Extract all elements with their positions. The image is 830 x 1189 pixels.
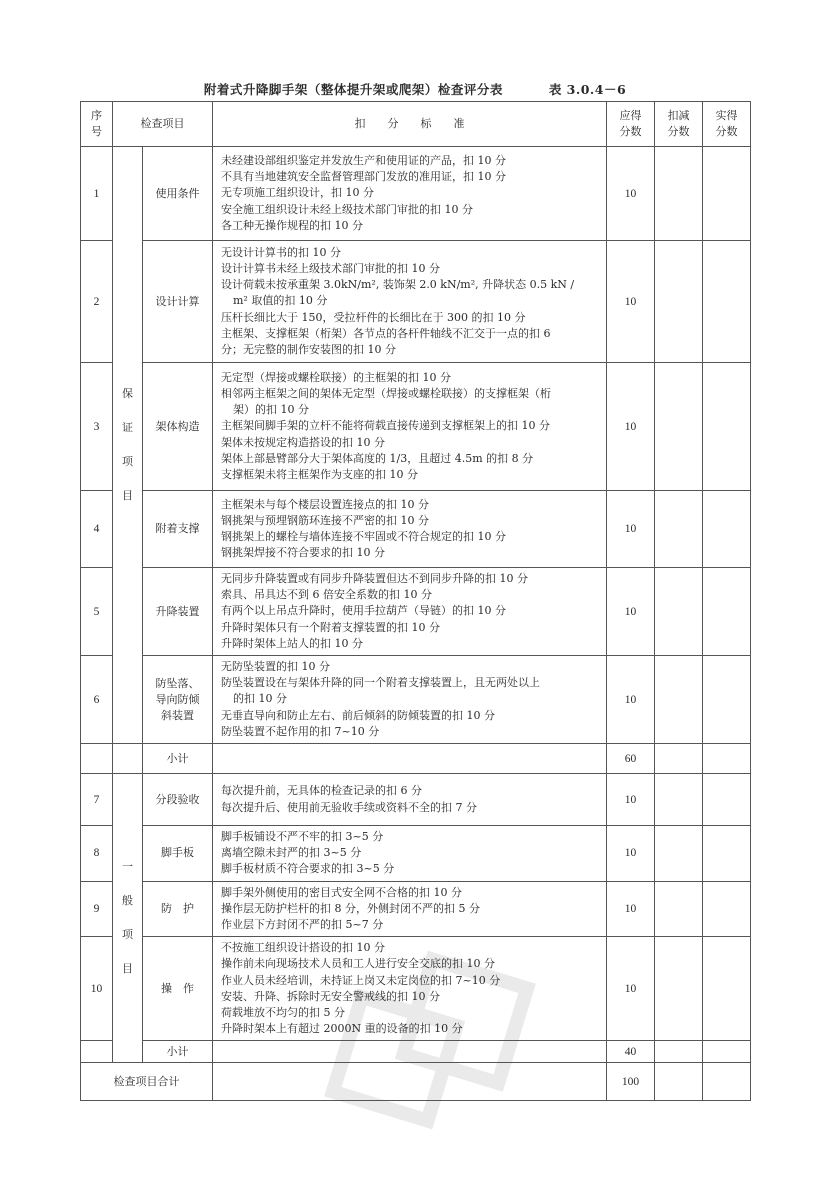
row-actual-score xyxy=(703,881,751,937)
row-deduct-score xyxy=(655,656,703,744)
header-seq: 序 号 xyxy=(81,102,113,147)
row-standard: 不按施工组织设计搭设的扣 10 分 操作前未向现场技术人员和工人进行安全交底的扣 10 分 作业人员未经培训，未持证上岗又未定岗位的扣 7~10 分 安装、升降、拆除时无安全警戒线的扣 10 分 荷载堆放不均匀的扣 5 分 升降时架本上有超过 2000N 重的设备的扣 10 分 xyxy=(213,937,607,1041)
row-no: 3 xyxy=(81,363,113,491)
row-standard: 无定型（焊接或螺栓联接）的主框架的扣 10 分 相邻两主框架之间的架体无定型（焊接或螺栓联接）的支撑框架（桁 架）的扣 10 分 主框架间脚手架的立杆不能将荷载直接传递到支撑框架上的扣 10 分 架体未按规定构造搭设的扣 10 分 架体上部悬臂部分大于架体高度的 1/3，且超过 4.5m 的扣 8 分 支撑框架未将主框架作为支座的扣 10 分 xyxy=(213,363,607,491)
row-standard: 主框架未与每个楼层设置连接点的扣 10 分 钢挑架与预埋钢筋环连接不严密的扣 10 分 钢挑架上的螺栓与墙体连接不牢固或不符合规定的扣 10 分 钢挑架焊接不符合要求的扣 10 分 xyxy=(213,491,607,568)
table-row xyxy=(81,881,751,937)
table-row xyxy=(81,656,751,744)
row-actual-score xyxy=(703,491,751,568)
table-number: 表 3.0.4－6 xyxy=(548,82,627,97)
row-deduct-score xyxy=(655,363,703,491)
row-deduct-score xyxy=(655,491,703,568)
row-item: 防 护 xyxy=(143,881,213,937)
row-due-score: 10 xyxy=(607,774,655,826)
row-due-score: 10 xyxy=(607,937,655,1041)
page-title xyxy=(0,80,830,98)
row-deduct-score xyxy=(655,881,703,937)
row-no: 4 xyxy=(81,491,113,568)
row-deduct-score xyxy=(655,568,703,656)
subtotal-general-score: 40 xyxy=(607,1041,655,1063)
row-due-score: 10 xyxy=(607,363,655,491)
row-actual-score xyxy=(703,774,751,826)
group-label-guarantee: 保 证 项 目 xyxy=(113,147,143,744)
header-due: 应得 分数 xyxy=(607,102,655,147)
row-actual-score xyxy=(703,147,751,241)
row-deduct-score xyxy=(655,937,703,1041)
row-item: 操 作 xyxy=(143,937,213,1041)
table-row xyxy=(81,774,751,826)
subtotal-row xyxy=(81,744,751,774)
row-deduct-score xyxy=(655,147,703,241)
total-row xyxy=(81,1063,751,1101)
table-row xyxy=(81,491,751,568)
row-no: 2 xyxy=(81,241,113,363)
row-no: 5 xyxy=(81,568,113,656)
table-row xyxy=(81,937,751,1041)
total-label: 检查项目合计 xyxy=(81,1063,213,1101)
row-item: 架体构造 xyxy=(143,363,213,491)
table-row xyxy=(81,363,751,491)
row-item: 防坠落、 导向防倾 斜装置 xyxy=(143,656,213,744)
row-item: 设计计算 xyxy=(143,241,213,363)
header-deduct: 扣减 分数 xyxy=(655,102,703,147)
row-actual-score xyxy=(703,363,751,491)
row-actual-score xyxy=(703,826,751,882)
row-due-score: 10 xyxy=(607,656,655,744)
row-no: 10 xyxy=(81,937,113,1041)
row-item: 脚手板 xyxy=(143,826,213,882)
title-text: 附着式升降脚手架（整体提升架或爬架）检查评分表 xyxy=(203,82,503,97)
table-row xyxy=(81,147,751,241)
inspection-score-table xyxy=(80,101,751,1101)
row-item: 升降装置 xyxy=(143,568,213,656)
row-standard: 每次提升前，无具体的检查记录的扣 6 分 每次提升后、使用前无验收手续或资料不全的扣 7 分 xyxy=(213,774,607,826)
row-deduct-score xyxy=(655,774,703,826)
total-score: 100 xyxy=(607,1063,655,1101)
row-standard: 无同步升降装置或有同步升降装置但达不到同步升降的扣 10 分 索具、吊具达不到 6 倍安全系数的扣 10 分 有两个以上吊点升降时，使用手拉葫芦（导链）的扣 10 分 升降时架体只有一个附着支撑装置的扣 10 分 升降时架体上站人的扣 10 分 xyxy=(213,568,607,656)
header-item: 检查项目 xyxy=(113,102,213,147)
row-actual-score xyxy=(703,568,751,656)
subtotal-guarantee-score: 60 xyxy=(607,744,655,774)
row-item: 附着支撑 xyxy=(143,491,213,568)
row-standard: 未经建设部组织鉴定并发放生产和使用证的产品，扣 10 分 不具有当地建筑安全监督管理部门发放的准用证，扣 10 分 无专项施工组织设计，扣 10 分 安全施工组织设计未经上级技术部门审批的扣 10 分 各工种无操作规程的扣 10 分 xyxy=(213,147,607,241)
group-label-general: 一 般 项 目 xyxy=(113,774,143,1063)
row-no: 8 xyxy=(81,826,113,882)
row-standard: 脚手板铺设不严不牢的扣 3~5 分 离墙空隙未封严的扣 3~5 分 脚手板材质不符合要求的扣 3~5 分 xyxy=(213,826,607,882)
row-item: 分段验收 xyxy=(143,774,213,826)
row-actual-score xyxy=(703,937,751,1041)
row-due-score: 10 xyxy=(607,147,655,241)
row-item: 使用条件 xyxy=(143,147,213,241)
table-row xyxy=(81,568,751,656)
row-actual-score xyxy=(703,656,751,744)
row-no: 1 xyxy=(81,147,113,241)
row-due-score: 10 xyxy=(607,241,655,363)
row-due-score: 10 xyxy=(607,491,655,568)
row-deduct-score xyxy=(655,826,703,882)
row-no: 9 xyxy=(81,881,113,937)
row-actual-score xyxy=(703,241,751,363)
subtotal-label: 小计 xyxy=(143,1041,213,1063)
row-standard: 无防坠装置的扣 10 分 防坠装置设在与架体升降的同一个附着支撑装置上，且无两处以上 的扣 10 分 无垂直导向和防止左右、前后倾斜的防倾装置的扣 10 分 防坠装置不起作用的扣 7~10 分 xyxy=(213,656,607,744)
header-actual: 实得 分数 xyxy=(703,102,751,147)
subtotal-row xyxy=(81,1041,751,1063)
table-row xyxy=(81,826,751,882)
row-due-score: 10 xyxy=(607,881,655,937)
header-row xyxy=(81,102,751,147)
row-due-score: 10 xyxy=(607,826,655,882)
row-standard: 无设计计算书的扣 10 分 设计计算书未经上级技术部门审批的扣 10 分 设计荷载未按承重架 3.0kN/m², 装饰架 2.0 kN/m², 升降状态 0.5 kN / m² 取值的扣 10 分 压杆长细比大于 150，受拉杆件的长细比在于 300 的扣 10 分 主框架、支撑框架（桁架）各节点的各杆件轴线不汇交于一点的扣 6 分；无完整的制作安装图的扣 10 分 xyxy=(213,241,607,363)
row-standard: 脚手架外侧使用的密目式安全网不合格的扣 10 分 操作层无防护栏杆的扣 8 分，外侧封闭不严的扣 5 分 作业层下方封闭不严的扣 5~7 分 xyxy=(213,881,607,937)
table-row xyxy=(81,241,751,363)
row-deduct-score xyxy=(655,241,703,363)
row-due-score: 10 xyxy=(607,568,655,656)
subtotal-label: 小计 xyxy=(143,744,213,774)
header-standard: 扣 分 标 准 xyxy=(213,102,607,147)
row-no: 6 xyxy=(81,656,113,744)
row-no: 7 xyxy=(81,774,113,826)
